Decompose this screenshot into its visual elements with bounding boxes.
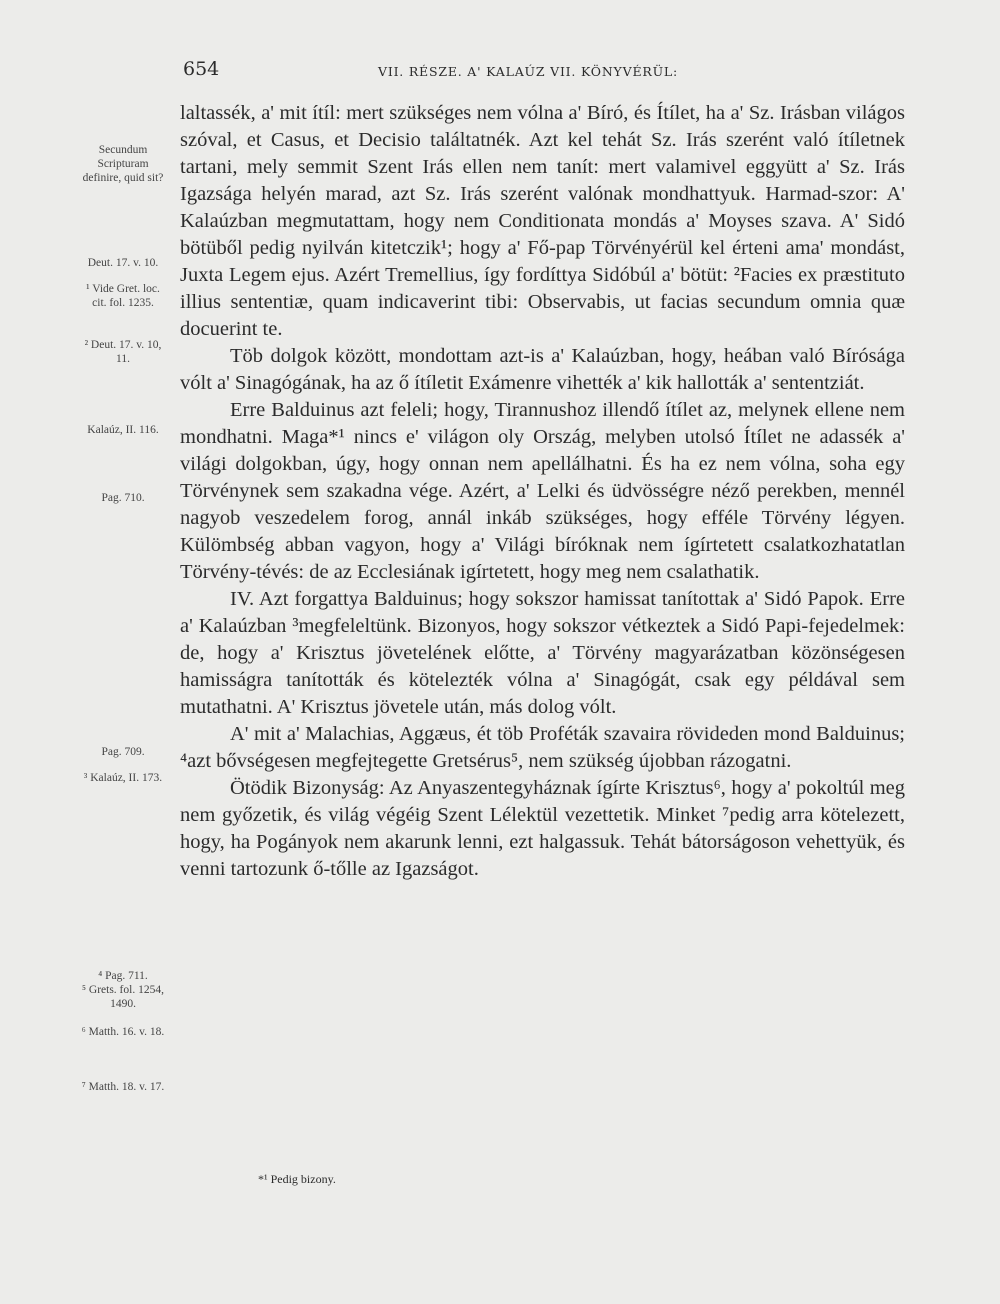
running-head: VII. RÉSZE. A' KALAÚZ VII. KÖNYVÉRÜL: bbox=[378, 64, 679, 79]
margin-note: Pag. 709. bbox=[101, 746, 145, 758]
paragraph: Ötödik Bizonyság: Az Anyaszentegyháznak ígírte Krisztus⁶, hogy a' pokoltúl meg nem győzetik, és világ végéig Szent Lélektül vezettetik. Minket ⁷pedig arra kötelezett, hogy, ha Pogányok nem akarunk lenni, ezt halgassuk. Tehát bátorságoson vehettyük, és venni tartozunk ő-tőlle az Igazságot. bbox=[180, 777, 905, 880]
paragraph: A' mit a' Malachias, Aggæus, ét töb Proféták szavaira rövideden mond Balduinus; ⁴azt bővségesen megfejtegette Gretsérus⁵, nem szükség újobban rázogatni. bbox=[180, 723, 905, 772]
page-number: 654 bbox=[183, 58, 220, 80]
margin-note: ³ Kalaúz, II. 173. bbox=[83, 772, 163, 784]
margin-note: ² Deut. 17. v. 10, 11. bbox=[84, 339, 162, 365]
margin-note: ¹ Vide Gret. loc. cit. fol. 1235. bbox=[86, 283, 160, 309]
footnote: *¹ Pedig bizony. bbox=[258, 1172, 336, 1186]
margin-note: Deut. 17. v. 10. bbox=[87, 257, 159, 269]
paragraph: IV. Azt forgattya Balduinus; hogy sokszor hamissat tanítottak a' Sidó Papok. Erre a' Kalaúzban ³megfeleltünk. Bizonyos, hogy sokszor vétkeztek a Sidó Papi-fejedelmek: de, hogy a' Krisztus jövetelének előtte, a' Törvény magyarázatban közönségesen hamisságra tanították és kötelezték vólna a' Sinagógát, csak egy példával sem mutathatni. A' Krisztus jövetele után, más dolog vólt. bbox=[180, 588, 905, 718]
margin-note: ⁴ Pag. 711. bbox=[98, 970, 148, 982]
margin-note: ⁵ Grets. fol. 1254, 1490. bbox=[82, 984, 164, 1010]
margin-note: Pag. 710. bbox=[101, 492, 145, 504]
margin-note: Kalaúz, II. 116. bbox=[87, 424, 159, 436]
paragraph: laltassék, a' mit ítíl: mert szükséges nem vólna a' Bíró, és Ítílet, ha a' Sz. Irásban világos szóval, et Casus, et Decisio találtatnék. Azt kel tehát Sz. Irás szerént való ítíletnek tartani, mely semmit Szent Irás ellen nem tanít: mert valamivel eggyütt a' Sz. Irás Igazsága helyén marad, azt Sz. Irás szerént valónak mondhattyuk. Harmad-szor: A' Kalaúzban megmutattam, hogy nem Conditionata mondás a' Moyses szava. A' Sidó bötüből pedig nyilván kitetczik¹; hogy a' Fő-pap Törvényérül kel érteni ama' mondást, Juxta Legem ejus. Azért Tremellius, így fordíttya Sidóbúl a' bötüt: ²Facies ex præstituto illius sententiæ, quam indicaverint tibi: Observabis, ut facias secundum omnia quæ docuerint te. bbox=[180, 102, 905, 340]
margin-note: ⁷ Matth. 18. v. 17. bbox=[81, 1081, 165, 1093]
body-text bbox=[180, 100, 905, 883]
margin-note: ⁶ Matth. 16. v. 18. bbox=[81, 1026, 165, 1038]
margin-note: Secundum Scripturam definire, quid sit? bbox=[82, 144, 164, 184]
paragraph: Töb dolgok között, mondottam azt-is a' Kalaúzban, hogy, heában való Bírósága vólt a' Sinagógának, ha az ő ítíletit Exámenre vihették a' kik hallották a' sententziát. bbox=[180, 345, 905, 394]
paragraph: Erre Balduinus azt feleli; hogy, Tirannushoz illendő ítílet az, melynek ellene nem mondhatni. Maga*¹ nincs e' világon oly Ország, melyben utolsó Ítílet ne adassék a' világi dolgokban, úgy, hogy onnan nem apellálhatni. És ha ez nem vólna, soha egy Törvénynek sem szakadna vége. Azért, a' Lelki és üdvösségre néző perekben, mennél nagyob veszedelem forog, annál inkáb szükséges, hogy efféle Törvény légyen. Külömbség abban vagyon, hogy a' Világi bíróknak nem ígírtetett csalatkozhatatlan Törvény-tévés: de az Ecclesiának igírtetett, hogy meg nem csalathatik. bbox=[180, 399, 905, 583]
